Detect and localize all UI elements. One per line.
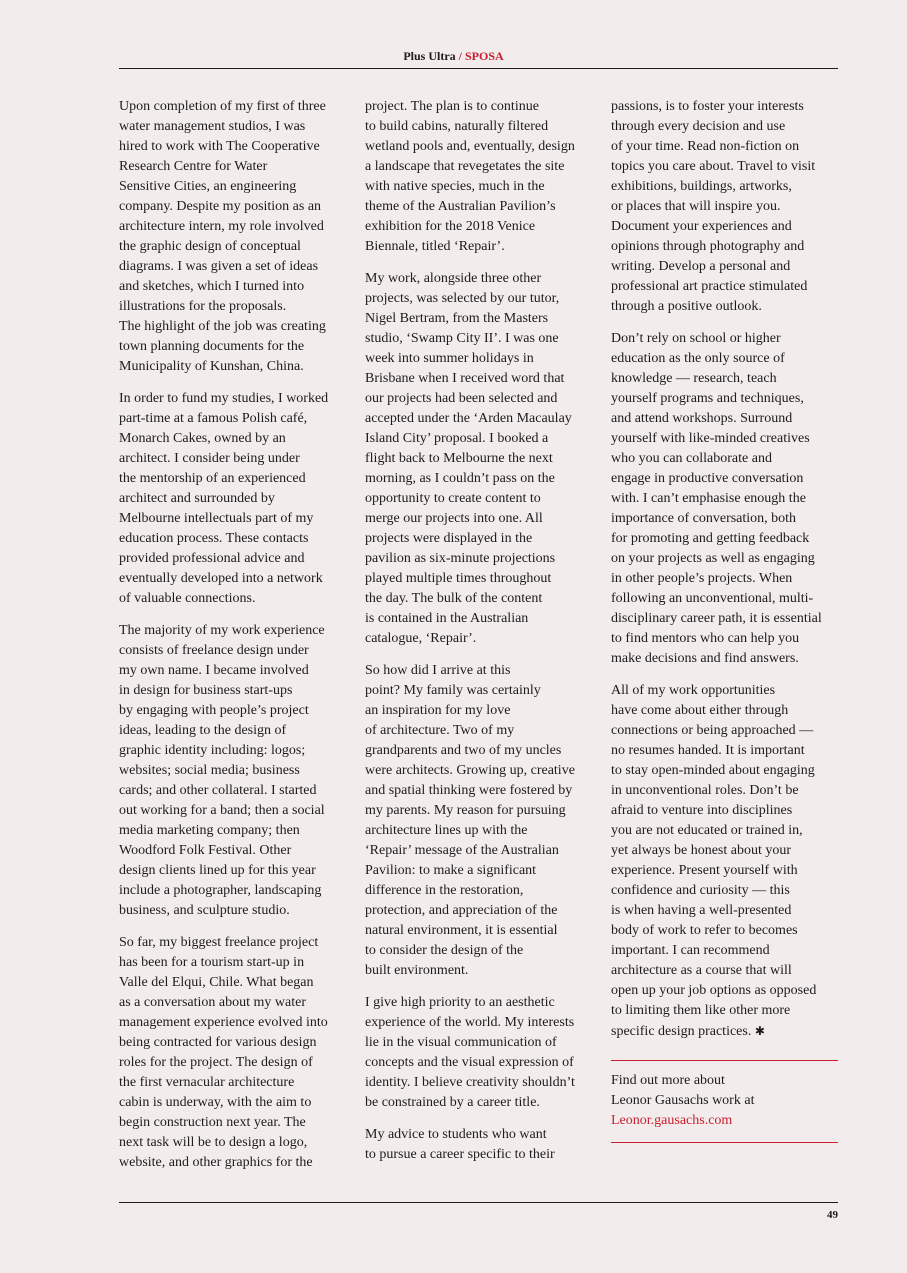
paragraph: My work, alongside three other projects, was selected by our tutor, Nigel Bertram, from the Masters studio, ‘Swamp City II’. I was one week into summer holidays in Brisbane when I received word that our projects had been selected and accepted under the ‘Arden Macaulay Island City’ proposal. I booked a flight back to Melbourne the next morning, as I couldn’t pass on the opportunity to create content to merge our projects into one. All projects were displayed in the pavilion as six-minute projections played multiple times throughout the day. The bulk of the content is contained in the Australian catalogue, ‘Repair’.	[365, 271, 572, 646]
credit-line-1: Find out more about	[611, 1073, 725, 1088]
running-header	[0, 49, 907, 64]
header-separator: /	[455, 49, 465, 63]
final-paragraph-text: All of my work opportunities have come about either through connections or being approached — no resumes handed. It is important to stay open-minded about engaging in unconventional roles. Don’t be afraid to venture into disciplines you are not educated or trained in, yet always be honest about your experience. Present yourself with confidence and curiosity — this is when having a well-presented body of work to refer to becomes important. I can recommend architecture as a course that will open up your job options as opposed to limiting them like other more specific design practices.	[611, 683, 817, 1039]
paragraph: So how did I arrive at this point? My family was certainly an inspiration for my love of architecture. Two of my grandparents and two of my uncles were architects. Growing up, creative and spatial thinking were fostered by my parents. My reason for pursuing architecture lines up with the ‘Repair’ message of the Australian Pavilion: to make a significant difference in the restoration, protection, and appreciation of the natural environment, it is essential to consider the design of the built environment.	[365, 663, 575, 978]
paragraph: Upon completion of my first of three water management studios, I was hired to work with The Cooperative Research Centre for Water Sensitive Cities, an engineering company. Despite my position as an architecture intern, my role involved the graphic design of conceptual diagrams. I was given a set of ideas and sketches, which I turned into illustrations for the proposals. The highlight of the job was creating town planning documents for the Municipality of Kunshan, China.	[119, 99, 326, 374]
paragraph: So far, my biggest freelance project has been for a tourism start-up in Valle del Elqui, Chile. What began as a conversation about my water management experience evolved into being contracted for various design roles for the project. The design of the first vernacular architecture cabin is underway, with the aim to begin construction next year. The next task will be to design a logo, website, and other graphics for the	[119, 935, 328, 1170]
page-number: 49	[827, 1209, 838, 1221]
section-name: SPOSA	[465, 49, 504, 63]
paragraph: project. The plan is to continue to build cabins, naturally filtered wetland pools and, eventually, design a landscape that revegetates the site with native species, much in the theme of the Australian Pavilion’s exhibition for the 2018 Venice Biennale, titled ‘Repair’.	[365, 99, 575, 254]
article-column-3	[611, 97, 843, 1054]
end-mark-icon: ✱	[754, 1024, 765, 1038]
bottom-rule	[119, 1202, 838, 1203]
paragraph: The majority of my work experience consists of freelance design under my own name. I became involved in design for business start-ups by engaging with people’s project ideas, leading to the design of graphic identity including: logos; websites; social media; business cards; and other collateral. I started out working for a band; then a social media marketing company; then Woodford Folk Festival. Other design clients lined up for this year include a photographer, landscaping business, and sculpture studio.	[119, 623, 325, 918]
paragraph	[611, 681, 843, 1042]
paragraph: I give high priority to an aesthetic experience of the world. My interests lie in the visual communication of concepts and the visual expression of identity. I believe creativity shouldn’t be constrained by a career title.	[365, 995, 575, 1110]
article-column-2	[365, 97, 597, 1177]
article-column-1	[119, 97, 351, 1185]
website-link[interactable]: Leonor.gausachs.com	[611, 1113, 733, 1128]
author-credit-box	[611, 1060, 838, 1143]
paragraph: My advice to students who want to pursue a career specific to their	[365, 1127, 555, 1162]
paragraph: passions, is to foster your interests through every decision and use of your time. Read non-fiction on topics you care about. Travel to visit exhibitions, buildings, artworks, or places that will inspire you. Document your experiences and opinions through photography and writing. Develop a personal and professional art practice stimulated through a positive outlook.	[611, 99, 816, 314]
paragraph: In order to fund my studies, I worked part-time at a famous Polish café, Monarch Cakes, owned by an architect. I consider being under the mentorship of an experienced architect and surrounded by Melbourne intellectuals part of my education process. These contacts provided professional advice and eventually developed into a network of valuable connections.	[119, 391, 329, 606]
publication-name: Plus Ultra	[403, 49, 456, 63]
credit-line-2: Leonor Gausachs work at	[611, 1093, 755, 1108]
top-rule	[119, 68, 838, 69]
paragraph: Don’t rely on school or higher education as the only source of knowledge — research, teach yourself programs and techniques, and attend workshops. Surround yourself with like-minded creatives who you can collaborate and engage in productive conversation with. I can’t emphasise enough the importance of conversation, both for promoting and getting feedback on your projects as well as engaging in other people’s projects. When following an unconventional, multi- disciplinary career path, it is essential to find mentors who can help you make decisions and find answers.	[611, 331, 822, 666]
